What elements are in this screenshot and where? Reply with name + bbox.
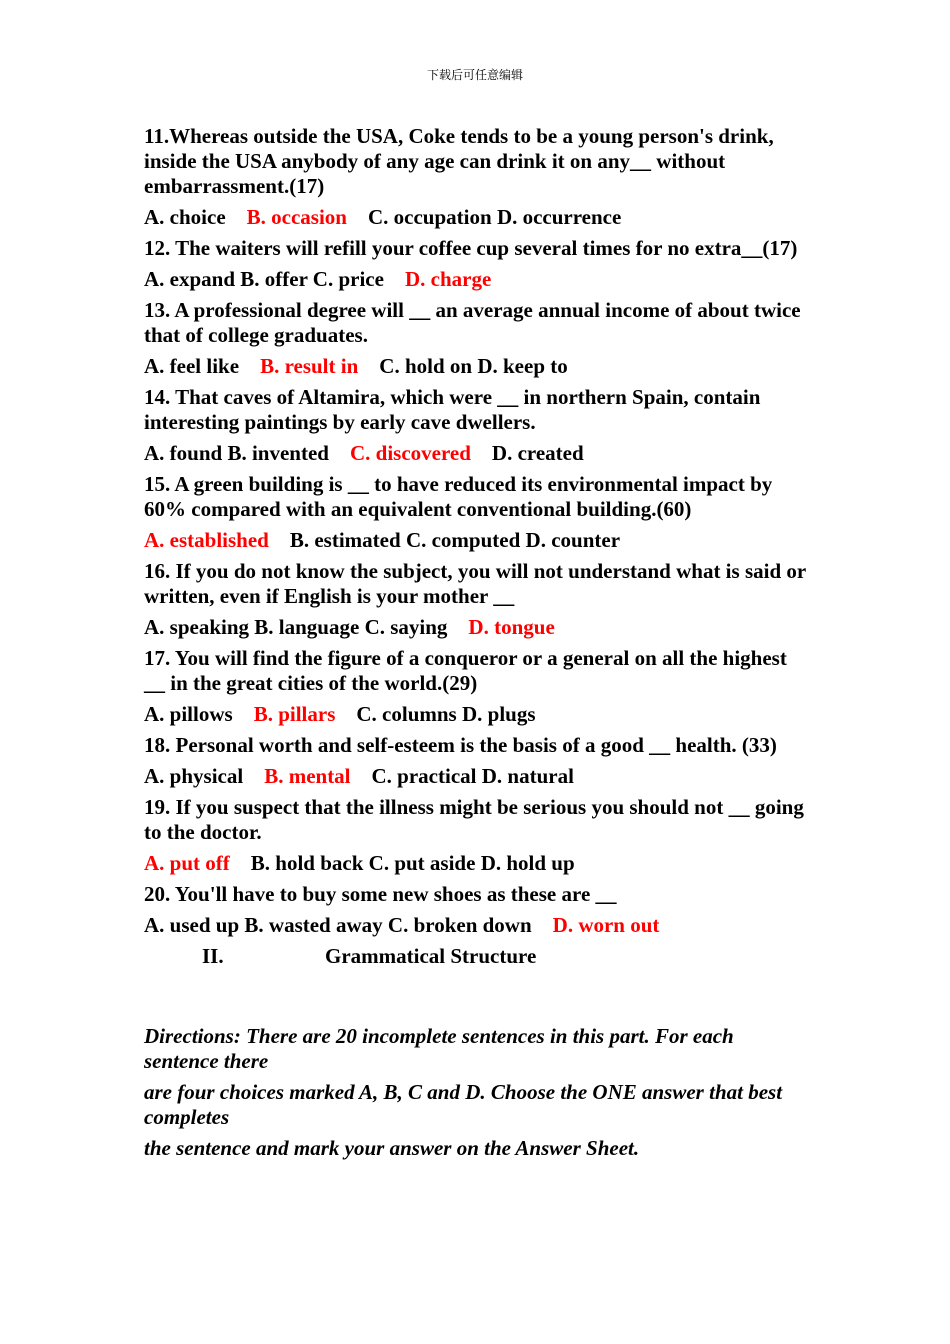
section-number: II. bbox=[202, 944, 224, 968]
option: A. feel like bbox=[144, 354, 240, 378]
question-stem: 16. If you do not know the subject, you will not understand what is said or written, even if English is your mother __ bbox=[144, 559, 806, 608]
option: B. estimated bbox=[289, 528, 401, 552]
correct-option: C. discovered bbox=[349, 441, 471, 465]
option: C. saying bbox=[364, 615, 448, 639]
directions-line: are four choices marked A, B, C and D. Choose the ONE answer that best completes bbox=[144, 1080, 783, 1129]
answer-options bbox=[144, 267, 809, 292]
question-stem: 13. A professional degree will __ an average annual income of about twice that of college graduates. bbox=[144, 298, 801, 347]
option: C. computed bbox=[405, 528, 521, 552]
answer-options bbox=[144, 764, 809, 789]
correct-option: B. pillars bbox=[253, 702, 336, 726]
correct-option: A. established bbox=[144, 528, 269, 552]
option: D. created bbox=[491, 441, 584, 465]
option: B. wasted away bbox=[244, 913, 383, 937]
option: A. speaking bbox=[144, 615, 250, 639]
option: A. used up bbox=[144, 913, 240, 937]
question-stem: 18. Personal worth and self-esteem is the basis of a good __ health. (33) bbox=[144, 733, 777, 757]
question-stem: 14. That caves of Altamira, which were __ in northern Spain, contain interesting paintings by early cave dwellers. bbox=[144, 385, 761, 434]
question-stem: 11.Whereas outside the USA, Coke tends to be a young person's drink, inside the USA anybody of any age can drink it on any__ without embarrassment.(17) bbox=[144, 124, 774, 198]
answer-options bbox=[144, 913, 809, 938]
option: C. put aside bbox=[368, 851, 476, 875]
option: C. price bbox=[312, 267, 384, 291]
answer-options bbox=[144, 528, 809, 553]
option: A. pillows bbox=[144, 702, 233, 726]
option: D. counter bbox=[525, 528, 621, 552]
directions-line: Directions: There are 20 incomplete sentences in this part. For each sentence there bbox=[144, 1024, 734, 1073]
question-stem: 15. A green building is __ to have reduced its environmental impact by 60% compared with an equivalent conventional building.(60) bbox=[144, 472, 773, 521]
page-header: 下载后可任意编辑 bbox=[426, 68, 523, 82]
correct-option: D. tongue bbox=[468, 615, 555, 639]
option: B. offer bbox=[240, 267, 308, 291]
question-stem: 19. If you suspect that the illness might be serious you should not __ going to the doctor. bbox=[144, 795, 804, 844]
answer-options bbox=[144, 205, 809, 230]
correct-option: D. worn out bbox=[552, 913, 660, 937]
question-stem: 17. You will find the figure of a conqueror or a general on all the highest __ in the great cities of the world.(29) bbox=[144, 646, 787, 695]
option: C. occupation bbox=[368, 205, 492, 229]
option: B. hold back bbox=[250, 851, 364, 875]
option: C. practical bbox=[371, 764, 477, 788]
answer-options bbox=[144, 441, 809, 466]
correct-option: B. occasion bbox=[246, 205, 347, 229]
question-list bbox=[144, 124, 809, 938]
section-title: Grammatical Structure bbox=[325, 944, 537, 968]
option: C. broken down bbox=[387, 913, 532, 937]
option: A. choice bbox=[144, 205, 226, 229]
option: D. hold up bbox=[480, 851, 575, 875]
answer-options bbox=[144, 851, 809, 876]
correct-option: B. mental bbox=[264, 764, 351, 788]
option: C. hold on bbox=[379, 354, 473, 378]
option: D. occurrence bbox=[496, 205, 622, 229]
exam-content bbox=[144, 124, 809, 1167]
answer-options bbox=[144, 615, 809, 640]
option: D. plugs bbox=[461, 702, 536, 726]
option: B. language bbox=[254, 615, 360, 639]
answer-options bbox=[144, 702, 809, 727]
correct-option: B. result in bbox=[260, 354, 359, 378]
option: A. physical bbox=[144, 764, 244, 788]
option: D. natural bbox=[481, 764, 574, 788]
option: A. found bbox=[144, 441, 223, 465]
correct-option: A. put off bbox=[144, 851, 230, 875]
option: C. columns bbox=[356, 702, 457, 726]
option: A. expand bbox=[144, 267, 236, 291]
option: D. keep to bbox=[477, 354, 568, 378]
question-stem: 12. The waiters will refill your coffee cup several times for no extra__(17) bbox=[144, 236, 798, 260]
answer-options bbox=[144, 354, 809, 379]
directions-line: the sentence and mark your answer on the Answer Sheet. bbox=[144, 1136, 640, 1160]
correct-option: D. charge bbox=[404, 267, 492, 291]
question-stem: 20. You'll have to buy some new shoes as these are __ bbox=[144, 882, 617, 906]
directions bbox=[144, 1024, 809, 1161]
section-heading bbox=[144, 944, 809, 969]
option: B. invented bbox=[227, 441, 329, 465]
